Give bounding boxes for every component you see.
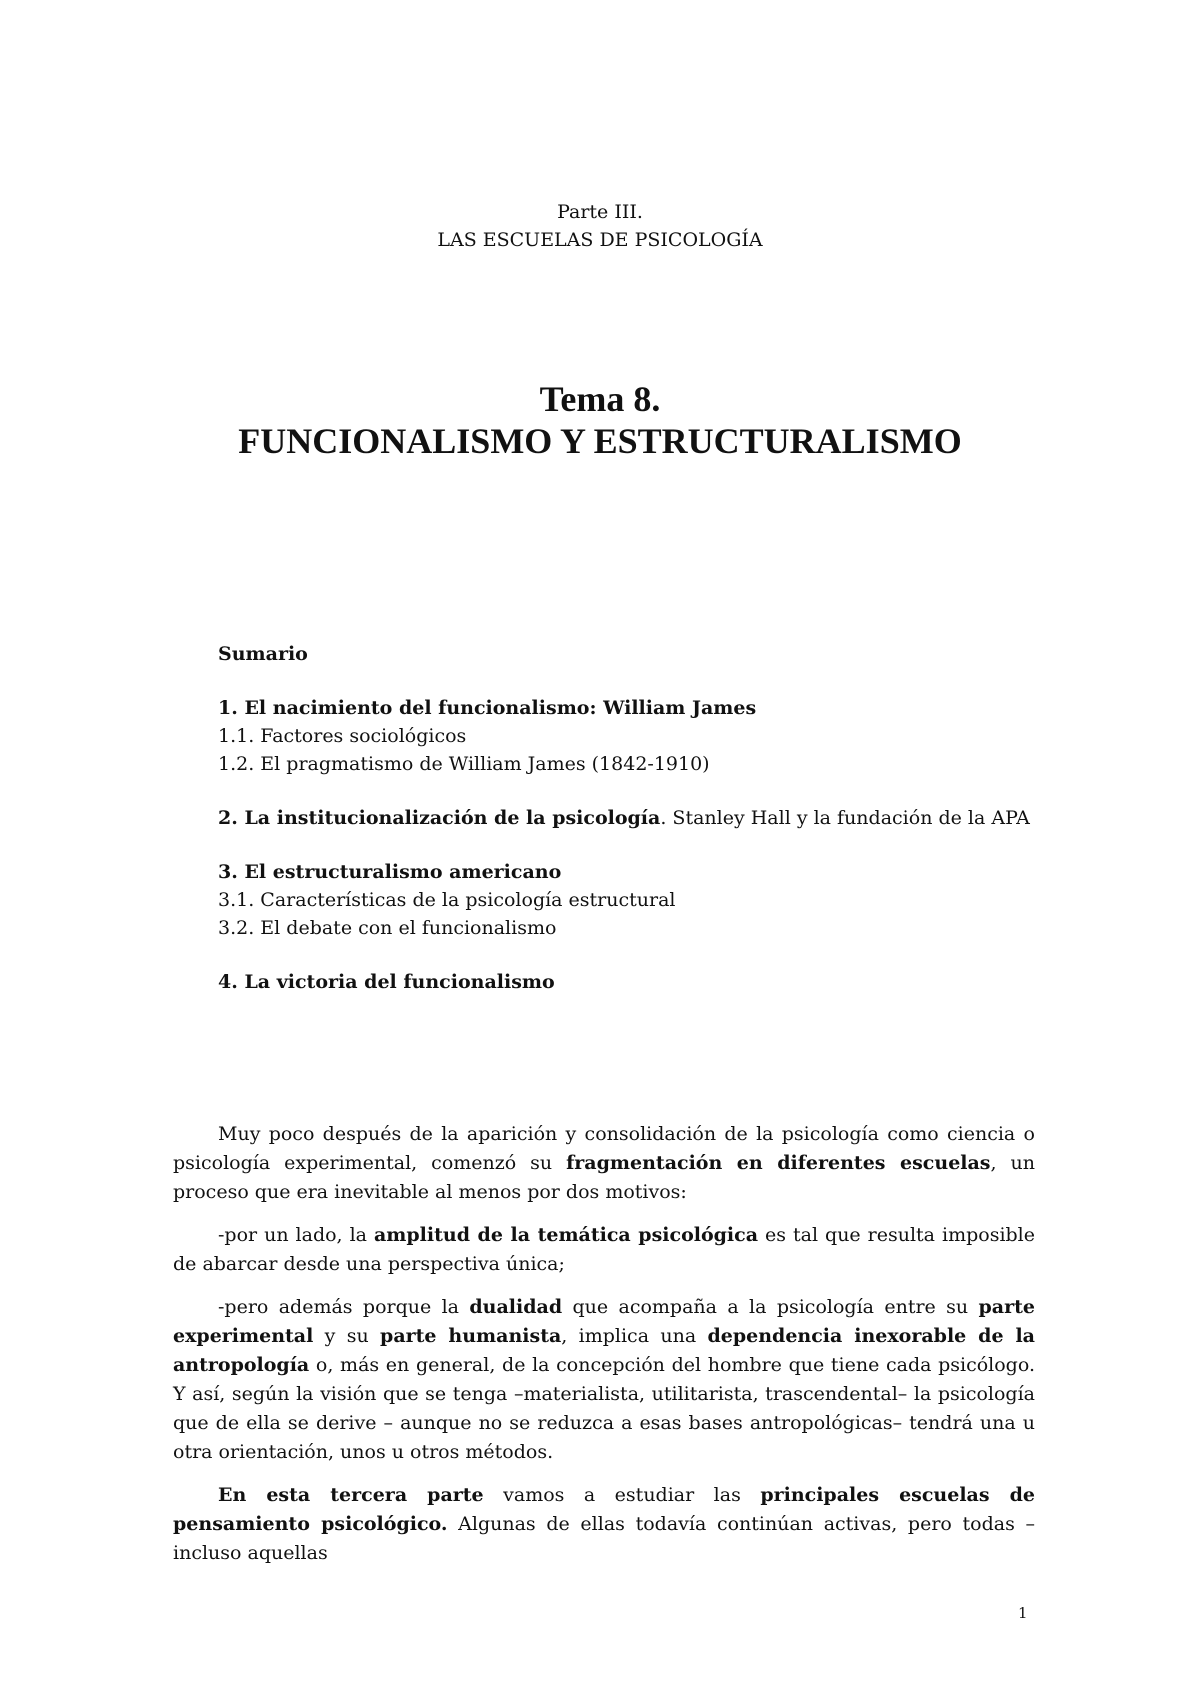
summary-item-3-1: 3.1. Características de la psicología estructural bbox=[218, 889, 676, 911]
text-run: es tal que resulta imposible de abarcar desde una perspectiva única; bbox=[173, 1224, 1036, 1275]
paragraph-2 bbox=[173, 1221, 1035, 1279]
text-run: que acompaña a la psicología entre su bbox=[562, 1296, 979, 1318]
chapter-title: FUNCIONALISMO Y ESTRUCTURALISMO bbox=[238, 421, 962, 461]
chapter-label: Tema 8. bbox=[539, 379, 661, 419]
emphasis: parte experimental bbox=[173, 1296, 1035, 1347]
text-run: -pero además porque la bbox=[218, 1296, 470, 1318]
part-heading bbox=[0, 198, 1200, 254]
summary-item-2-rest: . Stanley Hall y la fundación de la APA bbox=[660, 807, 1030, 829]
summary-item-2-title: 2. La institucionalización de la psicología bbox=[218, 807, 661, 829]
part-label: Parte III. bbox=[557, 201, 643, 223]
emphasis: amplitud de la temática psicológica bbox=[373, 1224, 759, 1246]
summary-item-1-2: 1.2. El pragmatismo de William James (1842-1910) bbox=[218, 753, 710, 775]
summary-item-3-2: 3.2. El debate con el funcionalismo bbox=[218, 917, 557, 939]
emphasis: En esta tercera parte bbox=[218, 1484, 484, 1506]
emphasis: dualidad bbox=[469, 1296, 563, 1318]
chapter-heading bbox=[0, 378, 1200, 462]
text-run: o, más en general, de la concepción del hombre que tiene cada psicólogo. Y así, según la visión que se tenga –materialista, utilitarista, trascendental– la psicología que de ella se derive – aunque no se reduzca a esas bases antropológicas– tendrá una u otra orientación, unos u otros métodos. bbox=[173, 1354, 1035, 1463]
text-run: , un proceso que era inevitable al menos por dos motivos: bbox=[173, 1152, 1035, 1203]
paragraph-1 bbox=[173, 1120, 1035, 1207]
emphasis: fragmentación en diferentes escuelas bbox=[566, 1152, 991, 1174]
text-run: Muy poco después de la aparición y consolidación de la psicología como ciencia o psicología experimental, comenzó su bbox=[173, 1123, 1035, 1174]
text-run: , implica una bbox=[561, 1325, 708, 1347]
text-run: vamos a estudiar las bbox=[483, 1484, 761, 1506]
summary-item-2 bbox=[218, 804, 1118, 832]
summary-item-1: 1. El nacimiento del funcionalismo: William James bbox=[218, 697, 757, 719]
summary-title: Sumario bbox=[218, 643, 308, 665]
emphasis: principales escuelas de pensamiento psicológico. bbox=[173, 1484, 1035, 1535]
paragraph-4 bbox=[173, 1481, 1035, 1568]
paragraph-3 bbox=[173, 1293, 1035, 1467]
text-run: y su bbox=[313, 1325, 381, 1347]
summary-item-4: 4. La victoria del funcionalismo bbox=[218, 971, 555, 993]
body-text bbox=[173, 1120, 1035, 1582]
part-title: LAS ESCUELAS DE PSICOLOGÍA bbox=[437, 229, 763, 251]
summary-section bbox=[218, 640, 1118, 996]
summary-item-1-1: 1.1. Factores sociológicos bbox=[218, 725, 467, 747]
emphasis: dependencia inexorable de la antropología bbox=[173, 1325, 1035, 1376]
summary-item-3: 3. El estructuralismo americano bbox=[218, 861, 562, 883]
page-number: 1 bbox=[1018, 1604, 1028, 1622]
text-run: Algunas de ellas todavía continúan activas, pero todas –incluso aquellas bbox=[173, 1513, 1036, 1564]
text-run: -por un lado, la bbox=[218, 1224, 374, 1246]
emphasis: parte humanista bbox=[380, 1325, 562, 1347]
